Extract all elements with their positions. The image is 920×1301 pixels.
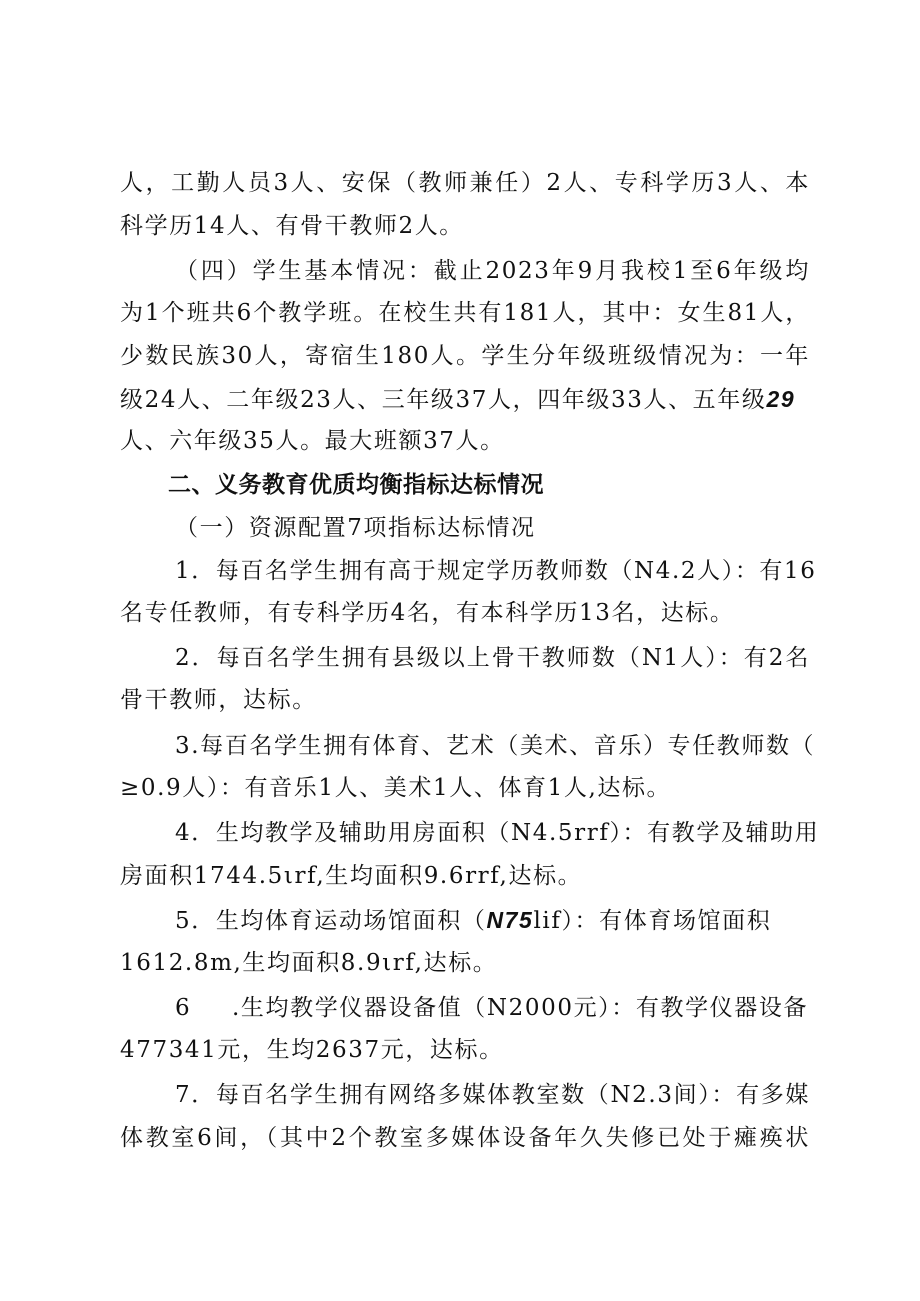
emphasis-value: N75 (486, 907, 534, 933)
paragraph-line: （四）学生基本情况：截止2023年9月我校1至6年级均 (175, 258, 810, 284)
paragraph-line (175, 905, 865, 936)
paragraph-line: 1．每百名学生拥有高于规定学历教师数（N4.2人）：有16 (175, 558, 817, 584)
paragraph-line: 房面积1744.5ιrf,生均面积9.6rrf,达标。 (120, 863, 583, 889)
paragraph-line: 体教室6间，（其中2个教室多媒体设备年久失修已处于瘫痪状 (120, 1125, 810, 1151)
section-heading: 二、义务教育优质均衡指标达标情况 (168, 472, 544, 498)
paragraph-line (120, 384, 810, 415)
paragraph-line: 为1个班共6个教学班。在校生共有181人，其中：女生81人， (120, 300, 810, 326)
paragraph-line: 2．每百名学生拥有县级以上骨干教师数（N1人）：有2名 (175, 645, 810, 671)
emphasis-number: 29 (766, 386, 796, 412)
paragraph-line: 3.每百名学生拥有体育、艺术（美术、音乐）专任教师数（ (175, 733, 816, 759)
paragraph-line: 1612.8m,生均面积8.9ιrf,达标。 (120, 950, 498, 976)
paragraph-line: .生均教学仪器设备值（N2000元）：有教学仪器设备 (232, 995, 809, 1021)
paragraph-line: 7．每百名学生拥有网络多媒体教室数（N2.3间）：有多媒 (175, 1082, 810, 1108)
subsection-heading: （一）资源配置7项指标达标情况 (175, 515, 536, 541)
line-text: 级24人、二年级23人、三年级37人，四年级33人、五年级 (120, 387, 767, 413)
paragraph-line: 少数民族30人，寄宿生180人。学生分年级班级情况为：一年 (120, 343, 810, 369)
paragraph-line: 人，工勤人员3人、安保（教师兼任）2人、专科学历3人、本 (120, 170, 810, 196)
paragraph-line: 科学历14人、有骨干教师2人。 (120, 213, 464, 239)
paragraph-line: 骨干教师，达标。 (120, 687, 317, 713)
line-text: lif）：有体育场馆面积 (533, 908, 772, 934)
line-text: 5．生均体育运动场馆面积（ (175, 908, 487, 934)
paragraph-line: 4．生均教学及辅助用房面积（N4.5rrf）：有教学及辅助用 (175, 820, 820, 846)
paragraph-line: 477341元，生均2637元，达标。 (120, 1037, 504, 1063)
paragraph-line: 人、六年级35人。最大班额37人。 (120, 428, 505, 454)
item-number: 6 (175, 995, 192, 1021)
paragraph-line: ≥0.9人）：有音乐1人、美术1人、体育1人,达标。 (120, 775, 672, 801)
paragraph-line: 名专任教师，有专科学历4名，有本科学历13名，达标。 (120, 600, 735, 626)
